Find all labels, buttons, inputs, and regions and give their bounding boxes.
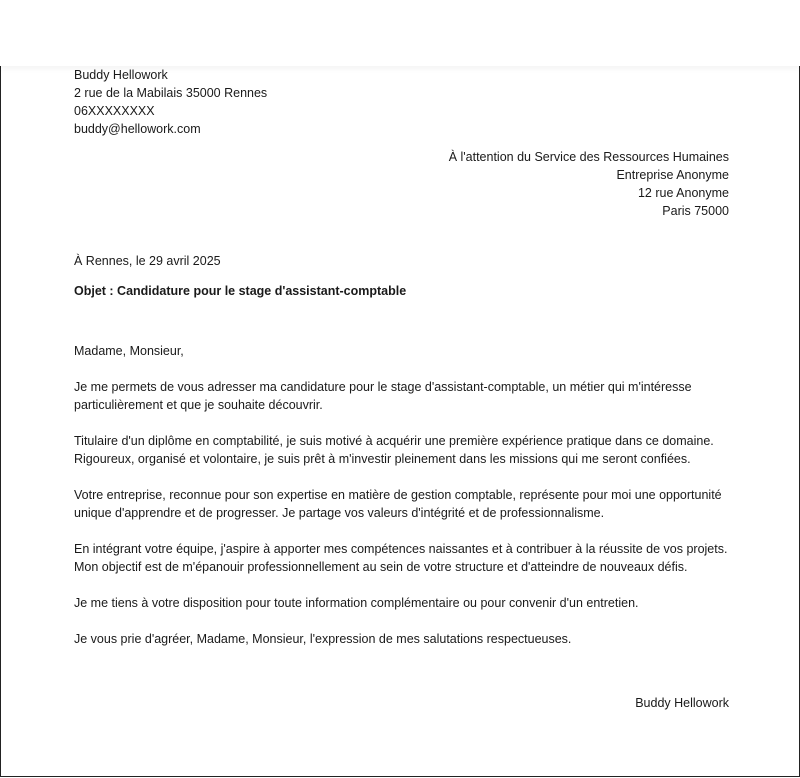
paragraph-6: Je vous prie d'agréer, Madame, Monsieur, l'expression de mes salutations respectueuses. (74, 632, 572, 646)
recipient-block (74, 148, 729, 220)
sender-address: 2 rue de la Mabilais 35000 Rennes (74, 86, 268, 100)
recipient-attention: À l'attention du Service des Ressources Humaines (448, 150, 729, 164)
salutation: Madame, Monsieur, (74, 344, 184, 358)
paragraph-5: Je me tiens à votre disposition pour toute information complémentaire ou pour convenir d'un entretien. (74, 596, 639, 610)
signature: Buddy Hellowork (635, 696, 729, 710)
recipient-street: 12 rue Anonyme (637, 186, 729, 200)
sender-block (74, 66, 729, 138)
sender-phone: 06XXXXXXXX (74, 104, 155, 118)
top-bar (0, 0, 800, 66)
paragraph-1: Je me permets de vous adresser ma candidature pour le stage d'assistant-comptable, un métier qui m'intéresse particulièrement et que je souhaite découvrir. (74, 380, 692, 412)
letter-body (74, 342, 729, 666)
paragraph-2: Titulaire d'un diplôme en comptabilité, je suis motivé à acquérir une première expérience pratique dans ce domaine. Rigoureux, organisé et volontaire, je suis prêt à m'investir pleinement dans les missions qui me seront confiées. (74, 434, 714, 466)
date-line: À Rennes, le 29 avril 2025 (74, 254, 221, 268)
paragraph-3: Votre entreprise, reconnue pour son expertise en matière de gestion comptable, représente pour moi une opportunité unique d'apprendre et de progresser. Je partage vos valeurs d'intégrité et de professionnalisme. (74, 488, 722, 520)
letter-page (0, 66, 800, 777)
recipient-city: Paris 75000 (662, 204, 729, 218)
sender-name: Buddy Hellowork (74, 68, 168, 82)
paragraph-4: En intégrant votre équipe, j'aspire à apporter mes compétences naissantes et à contribuer à la réussite de vos projets. Mon objectif est de m'épanouir professionnellement au sein de votre structure et d'atteindre de nouveaux défis. (74, 542, 728, 574)
subject-line: Objet : Candidature pour le stage d'assistant-comptable (74, 284, 407, 298)
sender-email: buddy@hellowork.com (74, 122, 201, 136)
recipient-company: Entreprise Anonyme (616, 168, 729, 182)
